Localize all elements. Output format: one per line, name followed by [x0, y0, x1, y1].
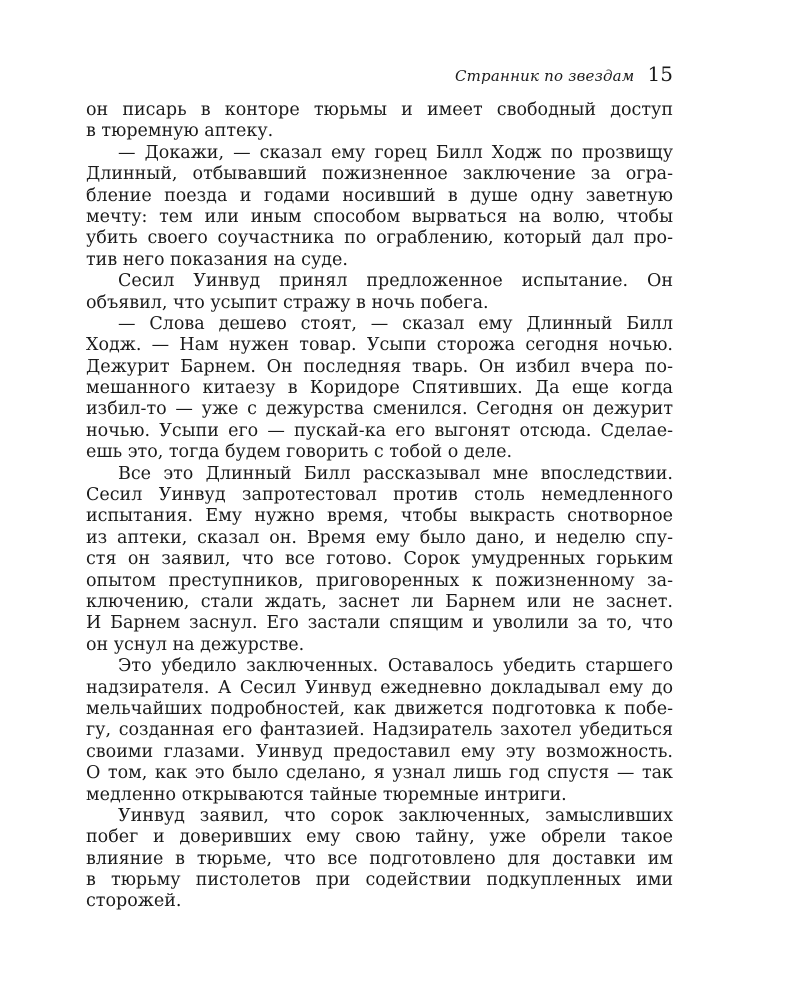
text-line: Все это Длинный Билл рассказывал мне впоследствии.	[118, 463, 673, 484]
text-line: объявил, что усыпит стражу в ночь побега.	[86, 292, 489, 313]
text-line: в тюрьму пистолетов при содействии подкупленных ими	[86, 870, 673, 891]
text-line: бление поезда и годами носивший в душе одну заветную	[86, 185, 673, 206]
text-line: ключению, стали ждать, заснет ли Барнем или не заснет.	[86, 591, 673, 612]
text-line: О том, как это было сделано, я узнал лишь год спустя — так	[86, 763, 673, 784]
text-line: своими глазами. Уинвуд предоставил ему эту возможность.	[86, 741, 673, 762]
text-line: медленно открываются тайные тюремные интриги.	[86, 784, 567, 805]
text-line: стя он заявил, что все готово. Сорок умудренных горьким	[86, 549, 673, 570]
text-line: Дежурит Барнем. Он последняя тварь. Он избил вчера по-	[86, 356, 673, 377]
text-line: Это убедило заключенных. Оставалось убедить старшего	[118, 656, 673, 677]
text-line: надзирателя. А Сесил Уинвуд ежедневно докладывал ему до	[86, 677, 673, 698]
text-line: из аптеки, сказал он. Время ему было дано, и неделю спу-	[86, 527, 673, 548]
text-line: влияние в тюрьме, что все подготовлено для доставки им	[86, 848, 673, 869]
text-line: мешанного китаезу в Коридоре Спятивших. Да еще когда	[86, 378, 673, 399]
text-line: Уинвуд заявил, что сорок заключенных, замысливших	[118, 805, 673, 826]
text-line: он писарь в конторе тюрьмы и имеет свободный доступ	[86, 100, 673, 120]
text-line: убить своего соучастника по ограблению, который дал про-	[86, 228, 673, 249]
text-line: ночью. Усыпи его — пускай-ка его выгонят отсюда. Сделае-	[86, 420, 673, 441]
text-line: гу, созданная его фантазией. Надзиратель захотел убедиться	[86, 720, 673, 741]
text-line: опытом преступников, приговоренных к пожизненному за-	[86, 570, 673, 591]
text-line: сторожей.	[86, 891, 182, 912]
text-line: в тюремную аптеку.	[86, 121, 274, 142]
body-text	[86, 100, 673, 913]
running-title: Странник по звездам	[454, 67, 635, 85]
text-line: он уснул на дежурстве.	[86, 634, 305, 655]
running-header	[455, 62, 673, 86]
text-line: мельчайших подробностей, как движется подготовка к побе-	[86, 698, 673, 719]
text-line: — Слова дешево стоят, — сказал ему Длинный Билл	[118, 313, 673, 334]
page-number: 15	[647, 62, 673, 86]
text-line: И Барнем заснул. Его застали спящим и уволили за то, что	[86, 613, 673, 634]
text-line: Сесил Уинвуд принял предложенное испытание. Он	[118, 271, 673, 292]
text-line: Сесил Уинвуд запротестовал против столь немедленного	[86, 485, 673, 506]
text-line: избил-то — уже с дежурства сменился. Сегодня он дежурит	[86, 399, 673, 420]
text-line: Ходж. — Нам нужен товар. Усыпи сторожа сегодня ночью.	[86, 335, 673, 356]
text-line: побег и доверивших ему свою тайну, уже обрели такое	[86, 827, 673, 848]
text-line: тив него показания на суде.	[86, 249, 348, 270]
text-line: ешь это, тогда будем говорить с тобой о деле.	[86, 442, 513, 463]
text-line: мечту: тем или иным способом вырваться на волю, чтобы	[86, 206, 673, 227]
text-line: — Докажи, — сказал ему горец Билл Ходж по прозвищу	[118, 142, 673, 163]
text-line: Длинный, отбывавший пожизненное заключение за огра-	[86, 164, 673, 185]
text-line: испытания. Ему нужно время, чтобы выкрасть снотворное	[86, 506, 673, 527]
